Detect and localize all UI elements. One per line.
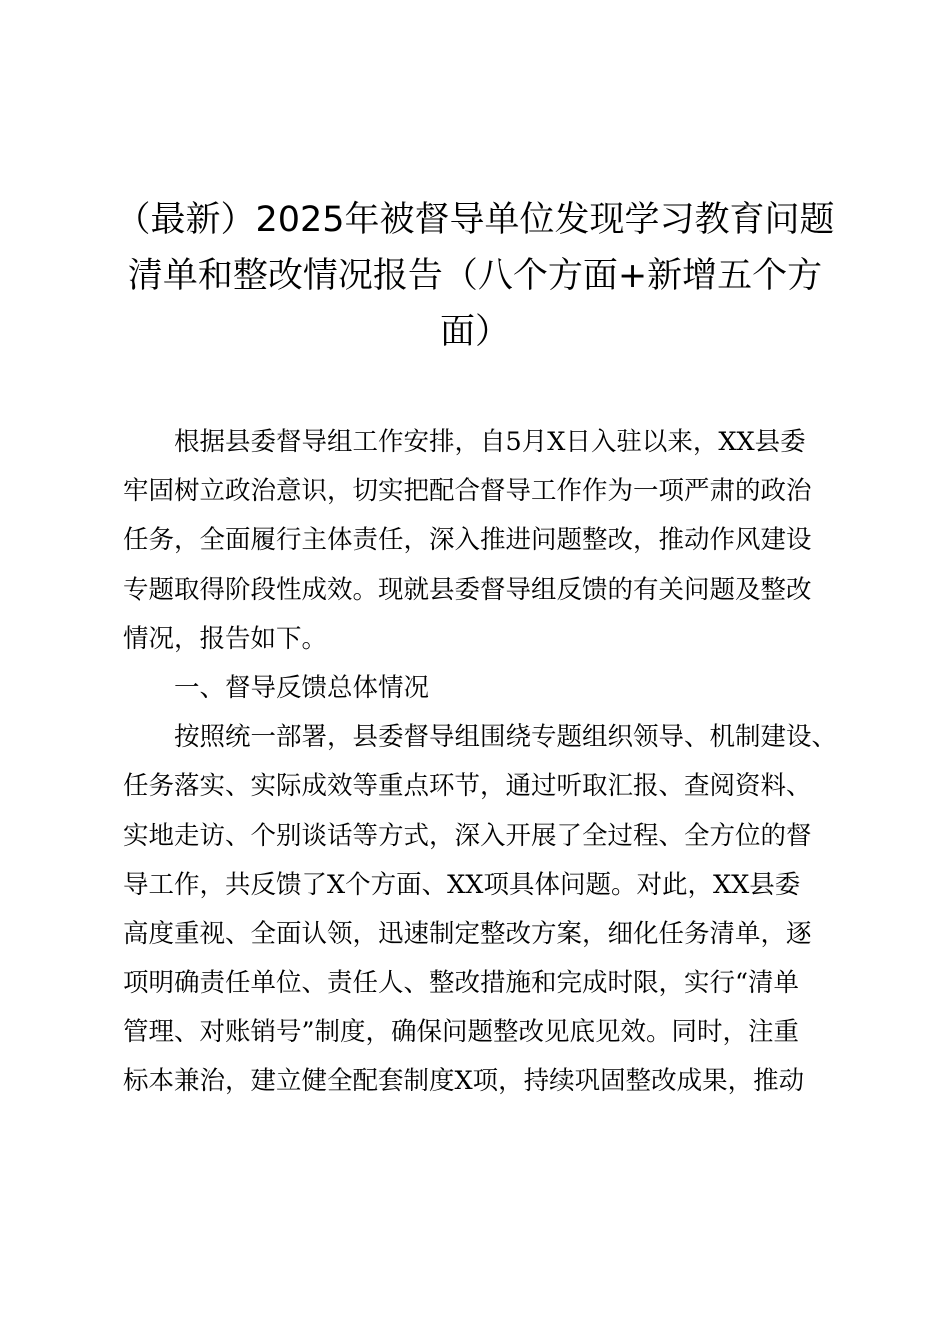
paragraph-intro-line-4: 专题取得阶段性成效。现就县委督导组反馈的有关问题及整改 <box>123 574 812 605</box>
paragraph-section1-line-1: 按照统一部署，县委督导组围绕专题组织领导、机制建设、 <box>174 722 838 753</box>
paragraph-intro-line-2: 牢固树立政治意识，切实把配合督导工作作为一项严肃的政治 <box>123 476 812 507</box>
paragraph-section1-line-6: 项明确责任单位、责任人、整改措施和完成时限，实行“清单 <box>123 968 800 999</box>
paragraph-intro-line-5: 情况，报告如下。 <box>123 623 328 654</box>
paragraph-intro-line-1: 根据县委督导组工作安排，自5月X日入驻以来，XX县委 <box>174 427 806 457</box>
paragraph-section1-line-2: 任务落实、实际成效等重点环节，通过听取汇报、查阅资料、 <box>123 771 812 802</box>
paragraph-section1-line-8: 标本兼治，建立健全配套制度X项，持续巩固整改成果，推动 <box>123 1066 805 1097</box>
section-heading-1: 一、督导反馈总体情况 <box>174 672 430 703</box>
title-line-1: （最新）2025年被督导单位发现学习教育问题 <box>115 200 835 240</box>
document-title <box>100 192 850 360</box>
title-line-3: 面） <box>439 312 510 352</box>
paragraph-section1-line-4: 导工作，共反馈了X个方面、XX项具体问题。对此，XX县委 <box>123 869 801 900</box>
paragraph-section1-line-3: 实地走访、个别谈话等方式，深入开展了全过程、全方位的督 <box>123 820 812 851</box>
paragraph-section1-line-5: 高度重视、全面认领，迅速制定整改方案，细化任务清单，逐 <box>123 918 812 949</box>
paragraph-section1-line-7: 管理、对账销号”制度，确保问题整改见底见效。同时，注重 <box>123 1017 800 1048</box>
paragraph-intro-line-3: 任务，全面履行主体责任，深入推进问题整改，推动作风建设 <box>123 525 812 556</box>
title-line-2: 清单和整改情况报告（八个方面+新增五个方 <box>127 256 823 296</box>
document-body <box>123 418 838 1107</box>
